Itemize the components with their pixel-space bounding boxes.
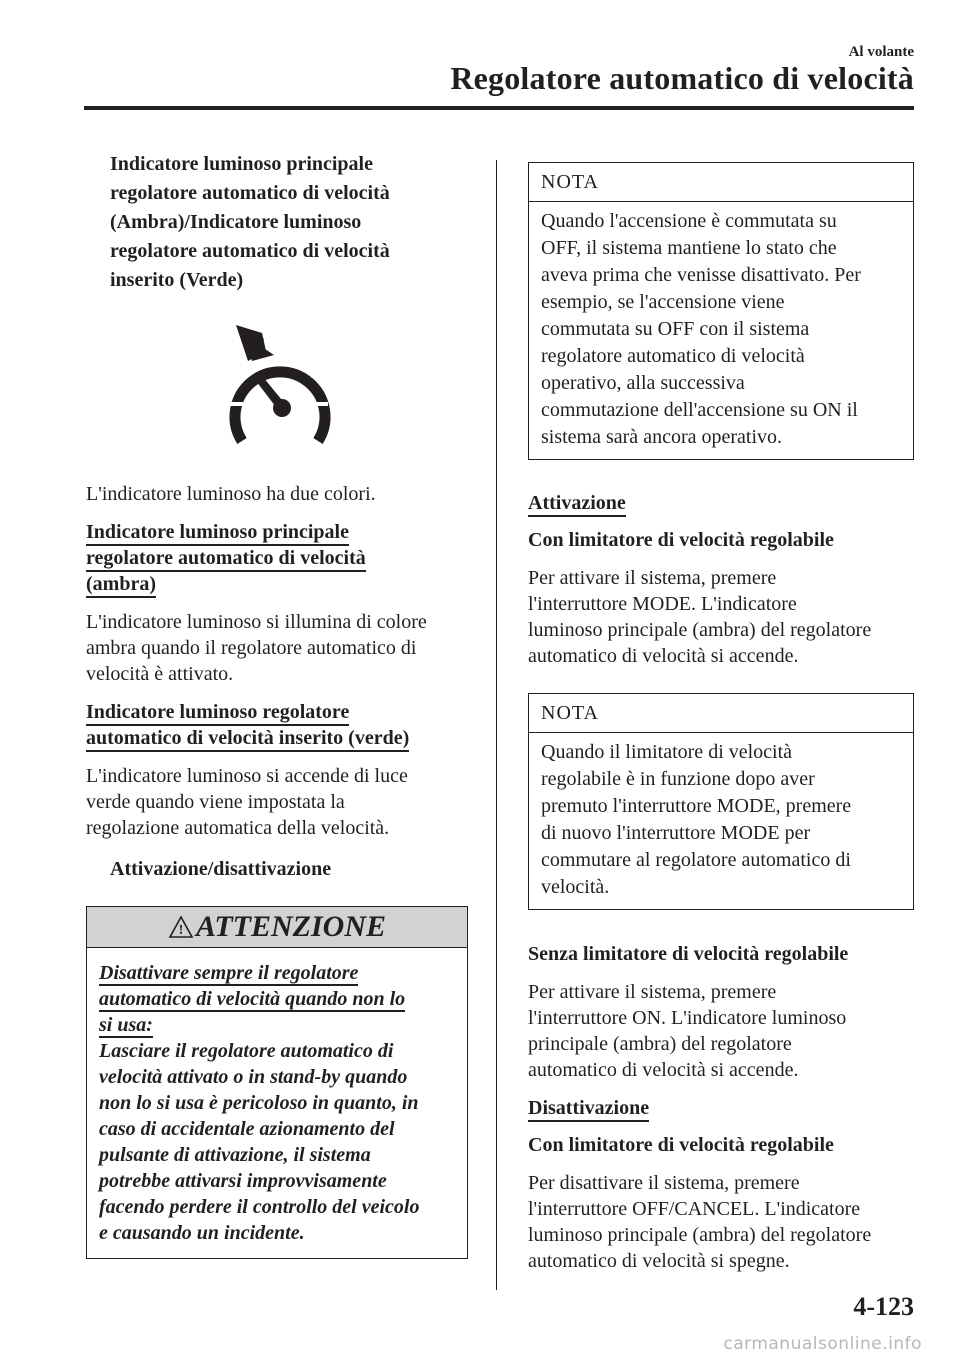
note-text-line: commutare al regolatore automatico di [541,849,851,871]
warning-text-line: velocità attivato o in stand-by quando [99,1066,408,1088]
attivazione-heading: Attivazione [528,492,626,517]
page-number: 4-123 [853,1292,914,1321]
header-title: Regolatore automatico di velocità [450,60,914,96]
two-colors-text: L'indicatore luminoso ha due colori. [86,483,376,505]
warning-box [86,906,468,1259]
with-limiter-heading-2: Con limitatore di velocità regolabile [528,1134,834,1156]
warning-text-line: non lo si usa è pericoloso in quanto, in [99,1092,419,1114]
amber-heading [86,519,468,597]
body-line: l'interruttore MODE. L'indicatore [528,593,797,615]
warning-text-line: e causando un incidente. [99,1222,305,1244]
note-text-line: Quando l'accensione è commutata su [541,210,837,232]
column-divider [496,160,497,1290]
body-line: l'interruttore ON. L'indicatore luminoso [528,1007,847,1029]
warning-emphasis-line: si usa: [99,1014,153,1036]
amber-text-line: L'indicatore luminoso si illumina di colore [86,611,427,633]
cruise-control-speedometer-icon [222,325,332,449]
svg-text:!: ! [178,923,184,938]
without-limiter-text [528,979,914,1083]
note-body [529,733,913,909]
note-text-line: aveva prima che venisse disattivato. Per [541,264,861,286]
amber-text-line: ambra quando il regolatore automatico di [86,637,417,659]
note-text-line: esempio, se l'accensione viene [541,291,785,313]
note-label: NOTA [529,694,913,733]
header-rule [84,106,914,110]
body-line: Per attivare il sistema, premere [528,981,777,1003]
indicator-title-line: regolatore automatico di velocità [110,182,390,204]
warning-text-line: caso di accidentale azionamento del [99,1118,395,1140]
note-body [529,202,913,459]
warning-emphasis-line: Disattivare sempre il regolatore [99,962,359,984]
indicator-title [86,150,468,295]
body-line: Per attivare il sistema, premere [528,567,777,589]
warning-text-line: pulsante di attivazione, il sistema [99,1144,371,1166]
disattivazione-heading: Disattivazione [528,1097,649,1122]
note-text-line: operativo, alla successiva [541,372,745,394]
indicator-title-line: inserito (Verde) [110,269,244,291]
note-label: NOTA [529,163,913,202]
amber-heading-line: regolatore automatico di velocità [86,547,366,572]
left-column [86,150,468,1259]
note-text-line: velocità. [541,876,610,898]
watermark: carmanualsonline.info [723,1334,922,1354]
without-limiter-heading: Senza limitatore di velocità regolabile [528,943,849,965]
body-line: automatico di velocità si accende. [528,1059,799,1081]
with-limiter-text [528,565,914,669]
green-heading [86,699,468,751]
note-text-line: premuto l'interruttore MODE, premere [541,795,852,817]
green-text-line: verde quando viene impostata la [86,791,345,813]
green-heading-line: automatico di velocità inserito (verde) [86,727,409,752]
warning-text-line: facendo perdere il controllo del veicolo [99,1196,420,1218]
note-text-line: sistema sarà ancora operativo. [541,426,783,448]
warning-header [87,907,467,948]
body-line: Per disattivare il sistema, premere [528,1172,800,1194]
indicator-title-line: (Ambra)/Indicatore luminoso [110,211,362,233]
green-text-line: regolazione automatica della velocità. [86,817,390,839]
cruise-icon-wrap [86,325,468,449]
note-text-line: Quando il limitatore di velocità [541,741,793,763]
green-text [86,763,468,841]
warning-body [87,948,467,1258]
body-line: luminoso principale (ambra) del regolatore [528,1224,872,1246]
warning-text-line: Lasciare il regolatore automatico di [99,1040,394,1062]
with-limiter-heading: Con limitatore di velocità regolabile [528,529,834,551]
note-box-1 [528,162,914,460]
warning-label: ATTENZIONE [195,910,387,943]
warning-triangle-icon [168,915,194,939]
note-text-line: commutata su OFF con il sistema [541,318,810,340]
right-column [528,162,914,1274]
note-text-line: commutazione dell'accensione su ON il [541,399,858,421]
amber-text [86,609,468,687]
activation-title: Attivazione/disattivazione [110,858,332,880]
note-text-line: regolatore automatico di velocità [541,345,805,367]
indicator-title-line: Indicatore luminoso principale [110,153,373,175]
amber-heading-line: (ambra) [86,573,156,598]
body-line: luminoso principale (ambra) del regolatore [528,619,872,641]
note-box-2 [528,693,914,910]
note-text-line: regolabile è in funzione dopo aver [541,768,815,790]
body-line: automatico di velocità si accende. [528,645,799,667]
body-line: l'interruttore OFF/CANCEL. L'indicatore [528,1198,861,1220]
body-line: principale (ambra) del regolatore [528,1033,792,1055]
note-text-line: OFF, il sistema mantiene lo stato che [541,237,837,259]
green-text-line: L'indicatore luminoso si accende di luce [86,765,408,787]
warning-emphasis-line: automatico di velocità quando non lo [99,988,406,1010]
body-line: automatico di velocità si spegne. [528,1250,790,1272]
green-heading-line: Indicatore luminoso regolatore [86,701,349,726]
with-limiter-2-text [528,1170,914,1274]
note-text-line: di nuovo l'interruttore MODE per [541,822,811,844]
warning-text-line: potrebbe attivarsi improvvisamente [99,1170,387,1192]
amber-heading-line: Indicatore luminoso principale [86,521,349,546]
amber-text-line: velocità è attivato. [86,663,234,685]
header-section: Al volante [848,44,914,60]
indicator-title-line: regolatore automatico di velocità [110,240,390,262]
